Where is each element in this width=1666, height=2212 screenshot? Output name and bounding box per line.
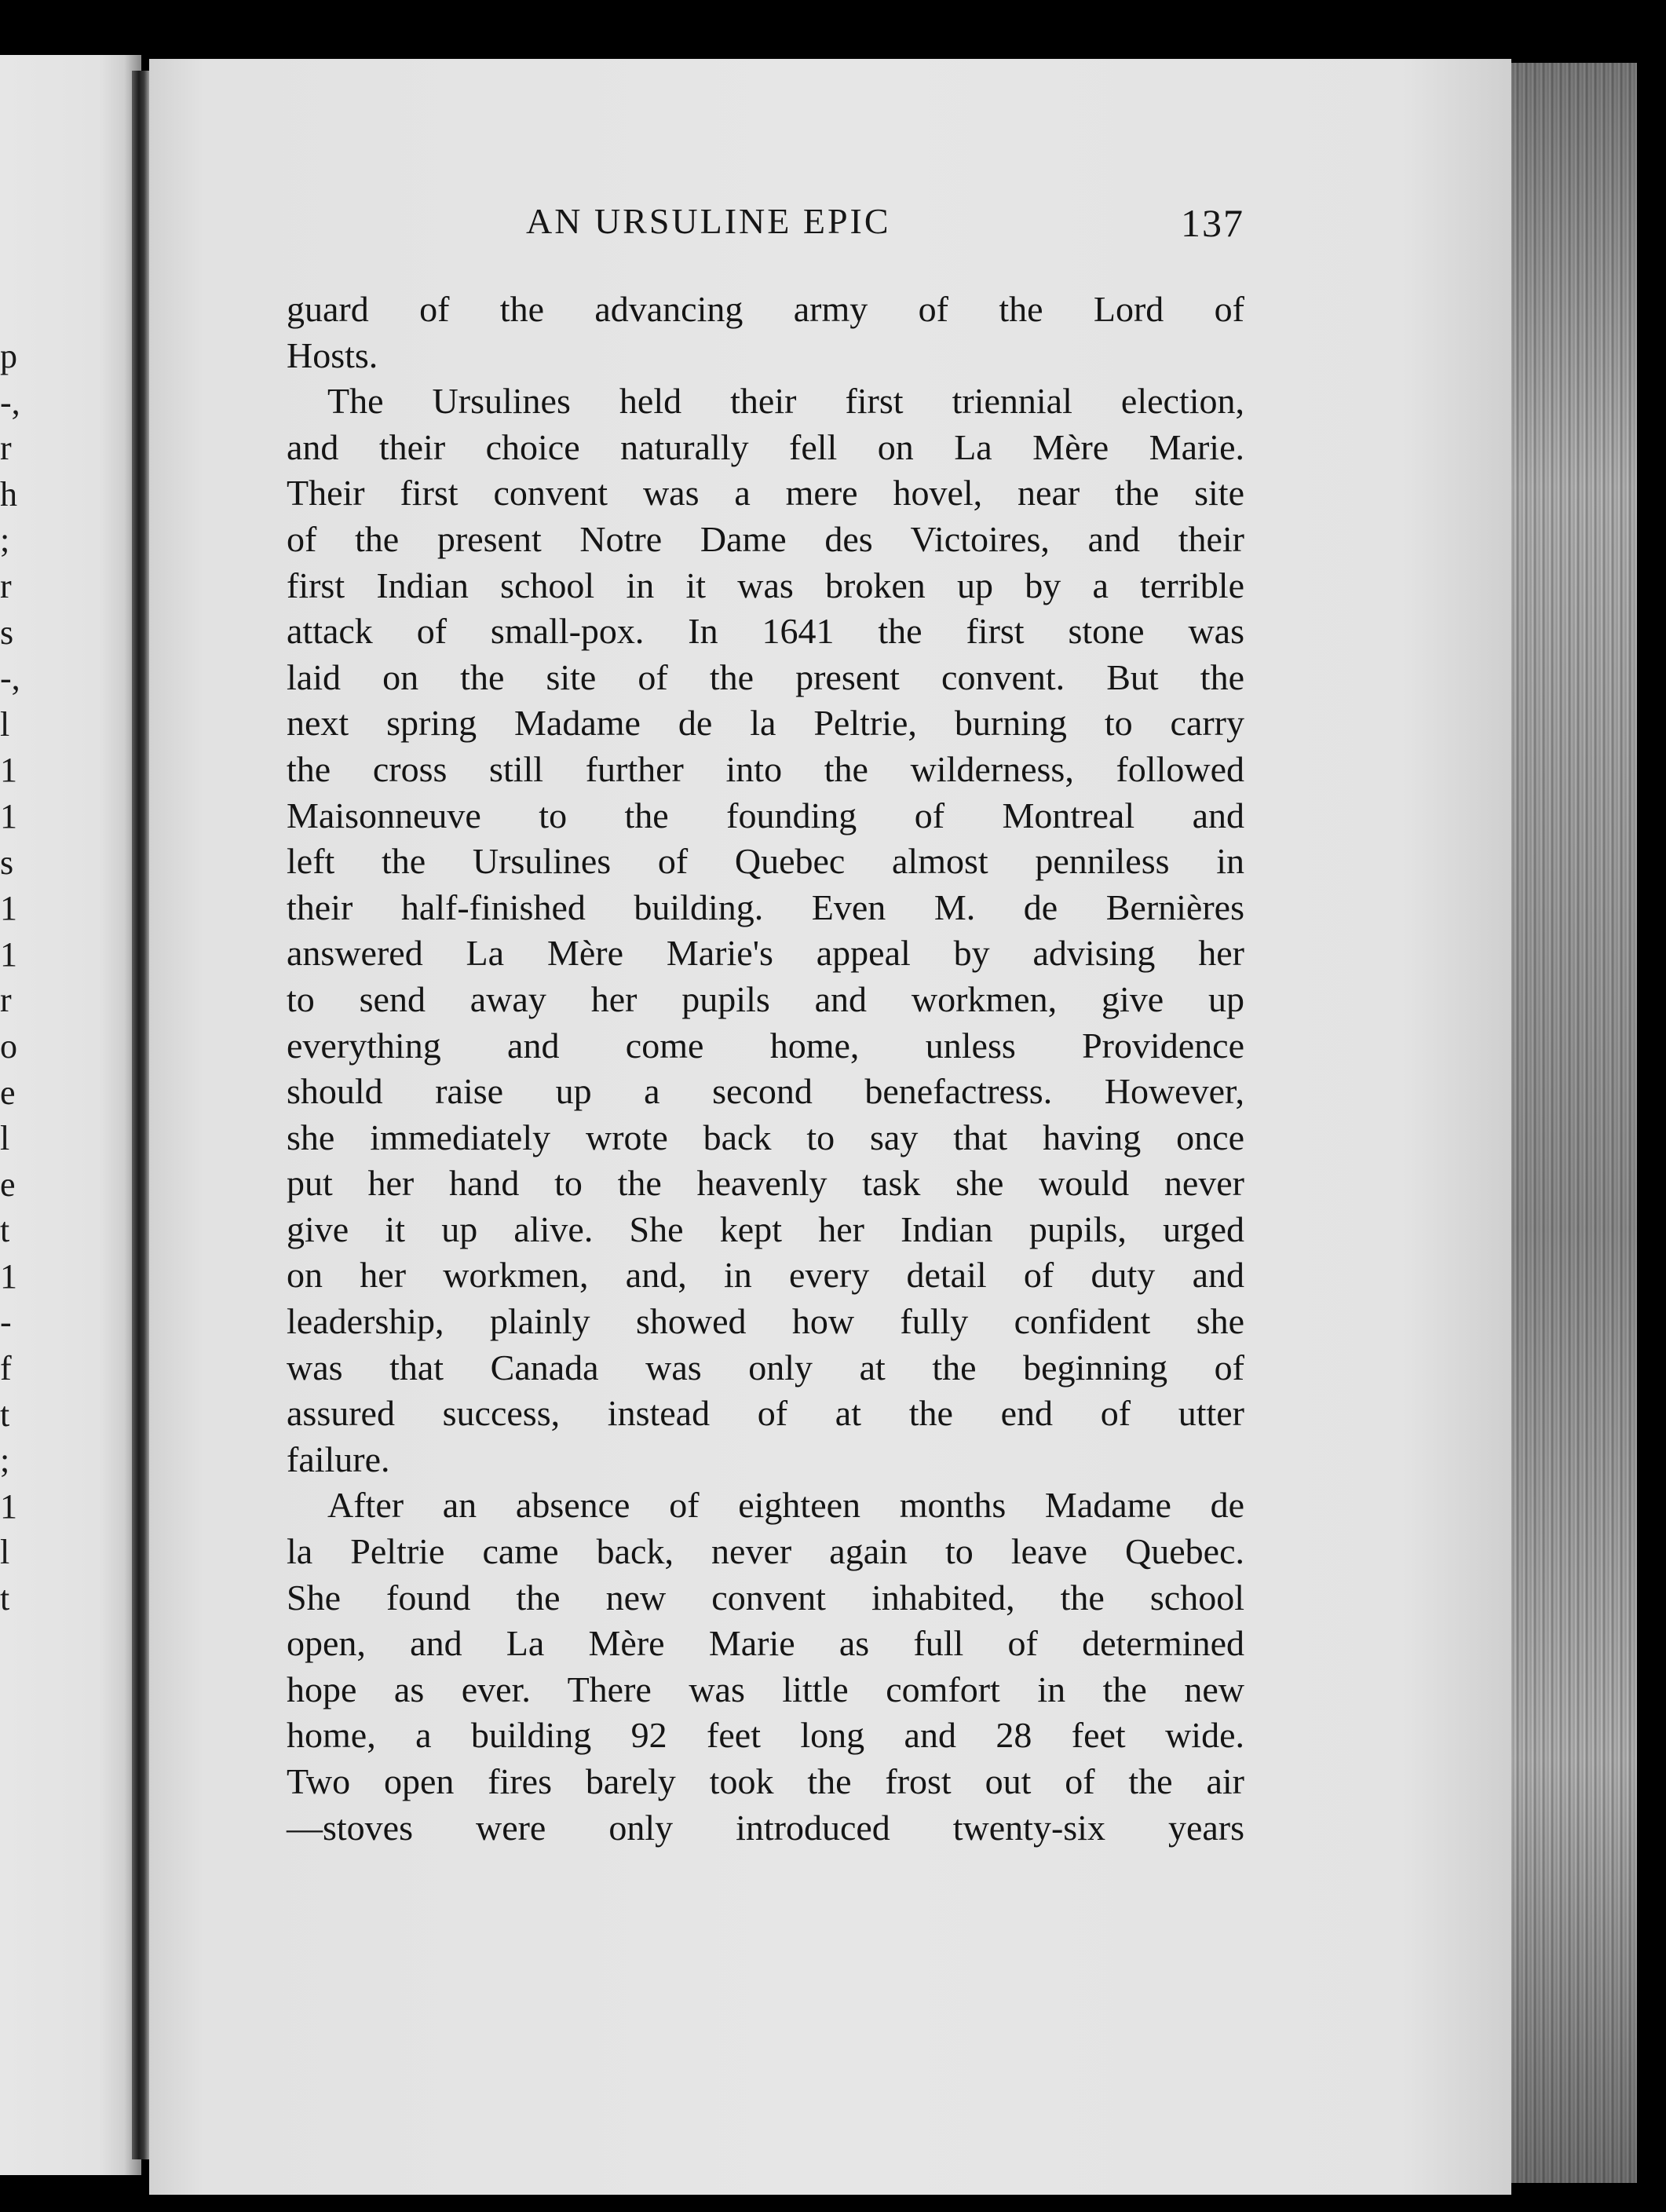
text-line: Maisonneuve to the founding of Montreal and: [287, 795, 1244, 835]
left-page-fragment-char: s: [0, 612, 14, 652]
text-line: to send away her pupils and workmen, give up: [287, 978, 1244, 1019]
text-line: and their choice naturally fell on La Mère Marie.: [287, 426, 1244, 467]
left-page-fragment-char: o: [0, 1026, 17, 1066]
left-page-fragment-char: 1: [0, 1256, 17, 1296]
text-line: Their first convent was a mere hovel, near the site: [287, 473, 1244, 514]
left-page-fragment-char: t: [0, 1395, 10, 1434]
left-page-fragment-char: -: [0, 1303, 12, 1342]
left-page-fragment-char: e: [0, 1073, 16, 1112]
text-line: attack of small-pox. In 1641 the first stone was: [287, 611, 1244, 652]
text-line: she immediately wrote back to say that having once: [287, 1117, 1244, 1157]
text-line: should raise up a second benefactress. However,: [287, 1071, 1244, 1112]
text-line: everything and come home, unless Providence: [287, 1025, 1244, 1066]
text-line: Hosts.: [287, 335, 378, 375]
left-page-fragment-char: 1: [0, 751, 17, 790]
left-page-fragment-char: h: [0, 474, 17, 514]
text-line: next spring Madame de la Peltrie, burning to carry: [287, 703, 1244, 744]
text-line: —stoves were only introduced twenty-six years: [287, 1807, 1244, 1848]
left-page-fragment-char: 1: [0, 889, 17, 928]
text-line: hope as ever. There was little comfort in the new: [287, 1669, 1244, 1709]
left-facing-page: [0, 55, 141, 2175]
left-page-fragment-char: 1: [0, 796, 17, 835]
left-page-cut-off-text: [0, 334, 31, 1622]
text-line: leadership, plainly showed how fully confident she: [287, 1301, 1244, 1342]
text-line: put her hand to the heavenly task she would never: [287, 1163, 1244, 1204]
text-line: of the present Notre Dame des Victoires, and their: [287, 518, 1244, 559]
text-line: was that Canada was only at the beginning of: [287, 1347, 1244, 1388]
text-line: first Indian school in it was broken up by a terrible: [287, 565, 1244, 605]
text-line: Two open fires barely took the frost out of the air: [287, 1761, 1244, 1801]
left-page-fragment-char: e: [0, 1164, 16, 1204]
left-page-fragment-char: s: [0, 843, 14, 882]
left-page-fragment-char: 1: [0, 1486, 17, 1526]
left-page-fragment-char: ;: [0, 1441, 10, 1480]
text-line: She found the new convent inhabited, the school: [287, 1577, 1244, 1618]
page-number: 137: [1181, 201, 1244, 245]
left-page-fragment-char: l: [0, 1119, 10, 1158]
paragraph: [287, 378, 1244, 1483]
left-page-fragment-char: l: [0, 1533, 10, 1572]
text-line: failure.: [287, 1439, 390, 1479]
left-page-fragment-char: r: [0, 981, 12, 1020]
left-page-fragment-char: t: [0, 1211, 10, 1250]
left-page-fragment-char: t: [0, 1579, 10, 1618]
running-title: AN URSULINE EPIC: [526, 201, 891, 241]
left-page-fragment-char: p: [0, 337, 17, 375]
left-page-fragment-char: -,: [0, 382, 20, 422]
book-gutter: [132, 71, 149, 2159]
text-line: left the Ursulines of Quebec almost penniless in: [287, 841, 1244, 882]
text-line: assured success, instead of at the end of utter: [287, 1393, 1244, 1434]
left-page-fragment-char: r: [0, 429, 12, 468]
paragraph: [287, 1483, 1244, 1851]
paragraph: [287, 287, 1244, 378]
text-line: The Ursulines held their first triennial election,: [327, 381, 1244, 422]
text-line: give it up alive. She kept her Indian pupils, urged: [287, 1208, 1244, 1249]
text-line: laid on the site of the present convent. But the: [287, 656, 1244, 697]
text-line: their half-finished building. Even M. de Bernières: [287, 887, 1244, 927]
left-page-fragment-char: -,: [0, 659, 20, 698]
text-line: the cross still further into the wilderness, followed: [287, 748, 1244, 789]
left-page-fragment-char: f: [0, 1349, 12, 1388]
text-line: guard of the advancing army of the Lord of: [287, 289, 1244, 329]
left-page-fragment-char: ;: [0, 521, 10, 560]
text-line: home, a building 92 feet long and 28 feet wide.: [287, 1715, 1244, 1756]
text-line: on her workmen, and, in every detail of duty and: [287, 1255, 1244, 1296]
body-text: [287, 287, 1244, 1851]
text-line: open, and La Mère Marie as full of determined: [287, 1623, 1244, 1664]
page-edges-shadow: [1511, 63, 1637, 2183]
text-line: After an absence of eighteen months Madame de: [327, 1485, 1244, 1526]
text-line: la Peltrie came back, never again to leave Quebec.: [287, 1531, 1244, 1572]
running-head: [287, 200, 1244, 255]
left-page-fragment-char: l: [0, 704, 10, 744]
text-line: answered La Mère Marie's appeal by advising her: [287, 933, 1244, 974]
left-page-fragment-char: r: [0, 566, 12, 605]
left-page-fragment-char: 1: [0, 934, 17, 974]
